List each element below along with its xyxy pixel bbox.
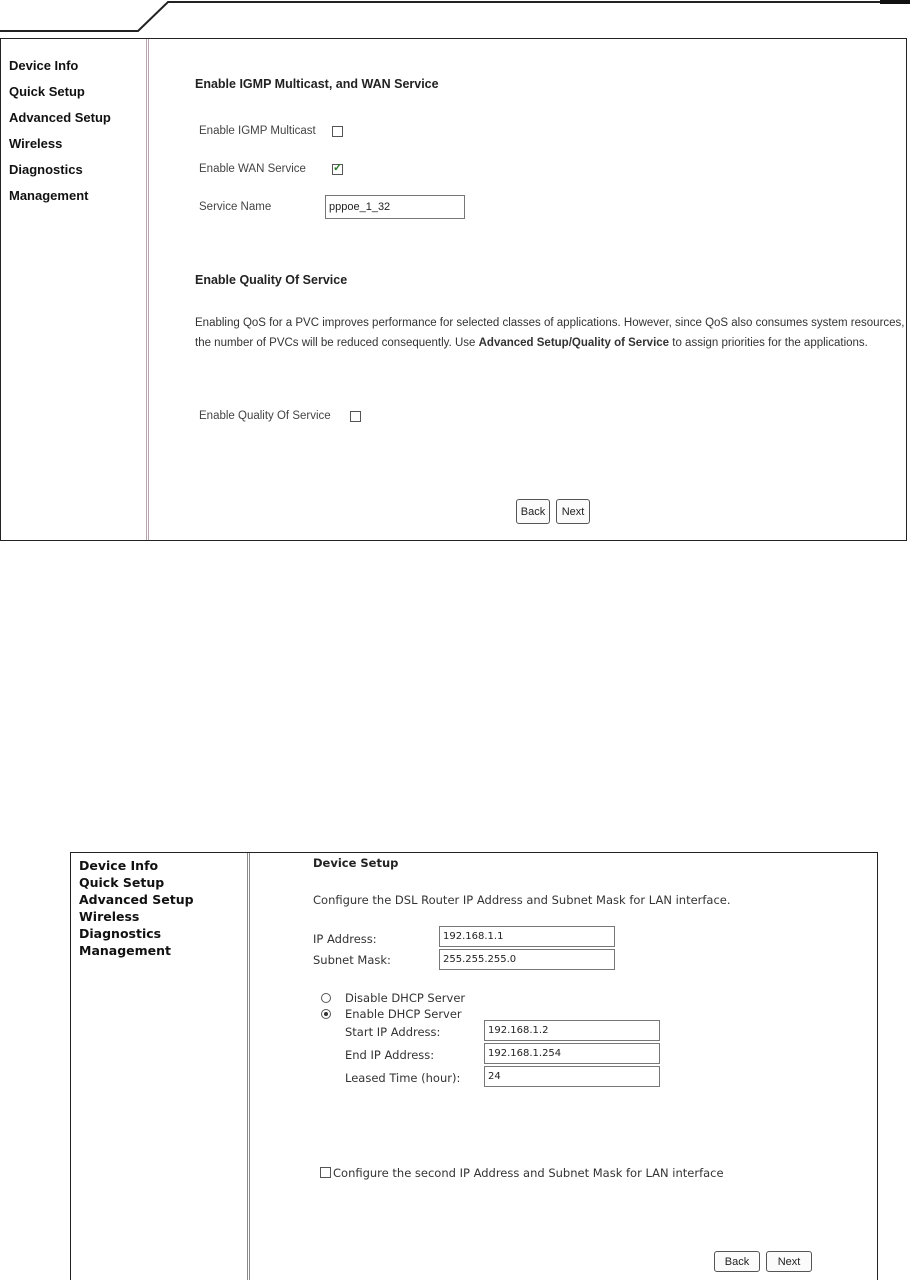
subnet-mask-label: Subnet Mask: [313,953,391,967]
wan-service-checkbox[interactable] [332,164,343,175]
qos-description-link: Advanced Setup/Quality of Service [478,337,670,349]
ip-address-input[interactable] [439,926,615,947]
next-button[interactable]: Next [556,499,590,524]
qos-heading: Enable Quality Of Service [195,273,348,287]
second-ip-label: Configure the second IP Address and Subnet Mask for LAN interface [333,1166,724,1180]
enable-dhcp-label: Enable DHCP Server [345,1007,462,1021]
nav-quick-setup[interactable]: Quick Setup [9,84,85,99]
service-name-label: Service Name [199,201,272,213]
sidebar [1,39,149,540]
nav-wireless[interactable]: Wireless [79,909,140,924]
start-ip-input[interactable] [484,1020,660,1041]
end-ip-label: End IP Address: [345,1048,435,1062]
qos-description-text-2: to assign priorities for the applications. [669,337,868,349]
igmp-multicast-label: Enable IGMP Multicast [199,125,316,137]
second-ip-checkbox[interactable] [320,1167,331,1178]
nav-device-info[interactable]: Device Info [9,58,79,73]
nav-management[interactable]: Management [79,943,172,958]
main-content [256,853,877,1280]
back-button[interactable]: Back [714,1251,760,1272]
start-ip-label: Start IP Address: [345,1025,441,1039]
igmp-wan-heading: Enable IGMP Multicast, and WAN Service [195,77,439,91]
nav-device-info[interactable]: Device Info [79,858,159,873]
disable-dhcp-radio[interactable] [321,993,331,1003]
nav-diagnostics[interactable]: Diagnostics [79,926,162,941]
main-content [153,39,906,540]
subnet-mask-input[interactable] [439,949,615,970]
disable-dhcp-label: Disable DHCP Server [345,991,466,1005]
qos-description [195,313,905,353]
igmp-multicast-checkbox[interactable] [332,126,343,137]
device-setup-panel [70,852,878,1280]
nav-advanced-setup[interactable]: Advanced Setup [9,110,111,125]
qos-checkbox[interactable] [350,411,361,422]
header-tab-line [0,0,910,34]
enable-dhcp-radio[interactable] [321,1009,331,1019]
service-name-input[interactable] [325,195,465,219]
qos-description-text-1: Enabling QoS for a PVC improves performance for selected classes of applications. However, since QoS also consumes system resources, the number of PVCs will be reduced consequently. Use [195,317,905,349]
end-ip-input[interactable] [484,1043,660,1064]
page-description: Configure the DSL Router IP Address and Subnet Mask for LAN interface. [313,893,731,907]
nav-quick-setup[interactable]: Quick Setup [79,875,165,890]
next-button[interactable]: Next [766,1251,812,1272]
back-button[interactable]: Back [516,499,550,524]
lease-time-input[interactable] [484,1066,660,1087]
page-title: Device Setup [313,856,399,870]
qos-label: Enable Quality Of Service [199,410,331,422]
nav-wireless[interactable]: Wireless [9,136,63,151]
wan-service-panel [0,38,907,541]
sidebar [71,853,250,1280]
wan-service-label: Enable WAN Service [199,163,306,175]
ip-address-label: IP Address: [313,932,377,946]
nav-advanced-setup[interactable]: Advanced Setup [79,892,194,907]
nav-management[interactable]: Management [9,188,89,203]
nav-diagnostics[interactable]: Diagnostics [9,162,83,177]
lease-time-label: Leased Time (hour): [345,1071,461,1085]
